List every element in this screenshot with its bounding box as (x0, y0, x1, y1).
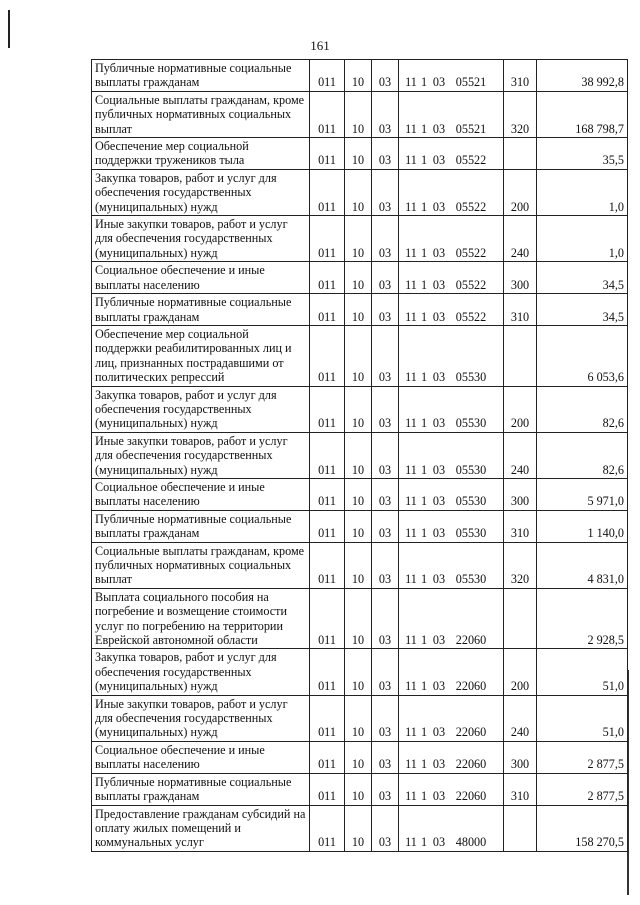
program-code: 11 (405, 199, 417, 214)
direction-code: 05530 (455, 494, 487, 509)
ministry-code-cell: 011 (310, 773, 345, 805)
section-code-cell: 10 (345, 805, 372, 851)
expense-type-cell: 310 (504, 510, 537, 542)
target-article-cell (399, 510, 504, 542)
basic-event-code: 03 (432, 75, 446, 90)
table-row (92, 169, 628, 215)
basic-event-code: 03 (432, 309, 446, 324)
basic-event-code: 03 (432, 835, 446, 850)
ministry-code-cell: 011 (310, 262, 345, 294)
expense-name-cell: Обеспечение мер социальной поддержки тружеников тыла (92, 138, 310, 170)
subsection-code-cell: 03 (372, 169, 399, 215)
expense-type-cell: 300 (504, 741, 537, 773)
ministry-code-cell: 011 (310, 325, 345, 386)
ministry-code-cell: 011 (310, 138, 345, 170)
expense-name-cell: Социальное обеспечение и иные выплаты населению (92, 741, 310, 773)
expense-type-cell: 240 (504, 695, 537, 741)
amount-cell: 6 053,6 (537, 325, 628, 386)
table-row (92, 294, 628, 326)
subsection-code-cell: 03 (372, 542, 399, 588)
subsection-code-cell: 03 (372, 510, 399, 542)
expense-name-cell: Иные закупки товаров, работ и услуг для обеспечения государственных (муниципальных) нужд (92, 216, 310, 262)
amount-cell: 158 270,5 (537, 805, 628, 851)
table-row (92, 741, 628, 773)
ministry-code-cell: 011 (310, 478, 345, 510)
expense-type-cell: 310 (504, 294, 537, 326)
basic-event-code: 03 (432, 757, 446, 772)
program-code: 11 (405, 494, 417, 509)
target-article-cell (399, 325, 504, 386)
expense-type-cell: 200 (504, 649, 537, 695)
table-row (92, 325, 628, 386)
section-code-cell: 10 (345, 588, 372, 649)
direction-code: 22060 (455, 725, 487, 740)
basic-event-code: 03 (432, 277, 446, 292)
expense-name-cell: Публичные нормативные социальные выплаты гражданам (92, 60, 310, 92)
expense-type-cell: 200 (504, 386, 537, 432)
amount-cell: 1 140,0 (537, 510, 628, 542)
subsection-code-cell: 03 (372, 294, 399, 326)
expense-type-cell: 310 (504, 60, 537, 92)
direction-code: 05522 (455, 245, 487, 260)
direction-code: 05521 (455, 121, 487, 136)
subsection-code-cell: 03 (372, 588, 399, 649)
table-row (92, 510, 628, 542)
expense-name-cell: Социальные выплаты гражданам, кроме публичных нормативных социальных выплат (92, 542, 310, 588)
program-code: 11 (405, 245, 417, 260)
subsection-code-cell: 03 (372, 216, 399, 262)
basic-event-code: 03 (432, 153, 446, 168)
amount-cell: 51,0 (537, 695, 628, 741)
program-code: 11 (405, 277, 417, 292)
program-code: 11 (405, 835, 417, 850)
program-code: 11 (405, 370, 417, 385)
basic-event-code: 03 (432, 679, 446, 694)
target-article-cell (399, 138, 504, 170)
subprogram-code: 1 (420, 679, 428, 694)
basic-event-code: 03 (432, 121, 446, 136)
basic-event-code: 03 (432, 416, 446, 431)
target-article-cell (399, 432, 504, 478)
direction-code: 05522 (455, 309, 487, 324)
amount-cell: 51,0 (537, 649, 628, 695)
basic-event-code: 03 (432, 526, 446, 541)
section-code-cell: 10 (345, 138, 372, 170)
subprogram-code: 1 (420, 757, 428, 772)
table-row (92, 588, 628, 649)
target-article-cell (399, 805, 504, 851)
ministry-code-cell: 011 (310, 386, 345, 432)
basic-event-code: 03 (432, 725, 446, 740)
table-row (92, 60, 628, 92)
table-row (92, 138, 628, 170)
subsection-code-cell: 03 (372, 741, 399, 773)
section-code-cell: 10 (345, 741, 372, 773)
section-code-cell: 10 (345, 510, 372, 542)
program-code: 11 (405, 416, 417, 431)
section-code-cell: 10 (345, 542, 372, 588)
program-code: 11 (405, 526, 417, 541)
program-code: 11 (405, 789, 417, 804)
section-code-cell: 10 (345, 432, 372, 478)
program-code: 11 (405, 121, 417, 136)
table-row (92, 386, 628, 432)
amount-cell: 34,5 (537, 294, 628, 326)
basic-event-code: 03 (432, 572, 446, 587)
program-code: 11 (405, 757, 417, 772)
subsection-code-cell: 03 (372, 386, 399, 432)
amount-cell: 5 971,0 (537, 478, 628, 510)
target-article-cell (399, 60, 504, 92)
table-row (92, 542, 628, 588)
target-article-cell (399, 478, 504, 510)
subsection-code-cell: 03 (372, 91, 399, 137)
section-code-cell: 10 (345, 773, 372, 805)
ministry-code-cell: 011 (310, 60, 345, 92)
subprogram-code: 1 (420, 199, 428, 214)
direction-code: 05530 (455, 416, 487, 431)
expense-name-cell: Закупка товаров, работ и услуг для обеспечения государственных (муниципальных) нужд (92, 169, 310, 215)
subprogram-code: 1 (420, 526, 428, 541)
expense-name-cell: Социальное обеспечение и иные выплаты населению (92, 478, 310, 510)
ministry-code-cell: 011 (310, 216, 345, 262)
amount-cell: 4 831,0 (537, 542, 628, 588)
program-code: 11 (405, 75, 417, 90)
amount-cell: 34,5 (537, 262, 628, 294)
table-row (92, 478, 628, 510)
target-article-cell (399, 169, 504, 215)
table-row (92, 695, 628, 741)
table-row (92, 432, 628, 478)
amount-cell: 38 992,8 (537, 60, 628, 92)
subsection-code-cell: 03 (372, 695, 399, 741)
section-code-cell: 10 (345, 91, 372, 137)
expense-name-cell: Социальные выплаты гражданам, кроме публичных нормативных социальных выплат (92, 91, 310, 137)
table-row (92, 91, 628, 137)
ministry-code-cell: 011 (310, 649, 345, 695)
section-code-cell: 10 (345, 262, 372, 294)
section-code-cell: 10 (345, 386, 372, 432)
direction-code: 22060 (455, 679, 487, 694)
expense-type-cell: 310 (504, 773, 537, 805)
target-article-cell (399, 294, 504, 326)
program-code: 11 (405, 462, 417, 477)
direction-code: 05522 (455, 153, 487, 168)
basic-event-code: 03 (432, 462, 446, 477)
subprogram-code: 1 (420, 75, 428, 90)
expense-name-cell: Публичные нормативные социальные выплаты гражданам (92, 510, 310, 542)
expense-type-cell (504, 138, 537, 170)
basic-event-code: 03 (432, 245, 446, 260)
subsection-code-cell: 03 (372, 325, 399, 386)
target-article-cell (399, 216, 504, 262)
section-code-cell: 10 (345, 478, 372, 510)
expense-type-cell: 240 (504, 216, 537, 262)
budget-table-body (92, 60, 628, 852)
direction-code: 05530 (455, 462, 487, 477)
page-number: 161 (310, 38, 330, 53)
ministry-code-cell: 011 (310, 294, 345, 326)
direction-code: 05522 (455, 277, 487, 292)
subsection-code-cell: 03 (372, 478, 399, 510)
target-article-cell (399, 542, 504, 588)
amount-cell: 35,5 (537, 138, 628, 170)
target-article-cell (399, 649, 504, 695)
subprogram-code: 1 (420, 835, 428, 850)
direction-code: 22060 (455, 633, 487, 648)
basic-event-code: 03 (432, 370, 446, 385)
ministry-code-cell: 011 (310, 741, 345, 773)
program-code: 11 (405, 309, 417, 324)
program-code: 11 (405, 633, 417, 648)
subprogram-code: 1 (420, 277, 428, 292)
basic-event-code: 03 (432, 789, 446, 804)
table-row (92, 649, 628, 695)
program-code: 11 (405, 572, 417, 587)
subprogram-code: 1 (420, 309, 428, 324)
table-row (92, 216, 628, 262)
target-article-cell (399, 741, 504, 773)
expense-type-cell: 300 (504, 262, 537, 294)
program-code: 11 (405, 153, 417, 168)
expense-name-cell: Закупка товаров, работ и услуг для обеспечения государственных (муниципальных) нужд (92, 649, 310, 695)
subprogram-code: 1 (420, 789, 428, 804)
expense-name-cell: Иные закупки товаров, работ и услуг для обеспечения государственных (муниципальных) нужд (92, 695, 310, 741)
subprogram-code: 1 (420, 572, 428, 587)
subprogram-code: 1 (420, 153, 428, 168)
expense-type-cell (504, 805, 537, 851)
subsection-code-cell: 03 (372, 60, 399, 92)
subprogram-code: 1 (420, 245, 428, 260)
direction-code: 22060 (455, 757, 487, 772)
amount-cell: 2 928,5 (537, 588, 628, 649)
ministry-code-cell: 011 (310, 542, 345, 588)
direction-code: 22060 (455, 789, 487, 804)
expense-name-cell: Публичные нормативные социальные выплаты гражданам (92, 294, 310, 326)
amount-cell: 2 877,5 (537, 773, 628, 805)
ministry-code-cell: 011 (310, 91, 345, 137)
expense-name-cell: Предоставление гражданам субсидий на оплату жилых помещений и коммунальных услуг (92, 805, 310, 851)
subprogram-code: 1 (420, 725, 428, 740)
direction-code: 48000 (455, 835, 487, 850)
subsection-code-cell: 03 (372, 649, 399, 695)
program-code: 11 (405, 679, 417, 694)
ministry-code-cell: 011 (310, 805, 345, 851)
expense-name-cell: Обеспечение мер социальной поддержки реабилитированных лиц и лиц, признанных пострадавшими от политических репрессий (92, 325, 310, 386)
expense-name-cell: Иные закупки товаров, работ и услуг для обеспечения государственных (муниципальных) нужд (92, 432, 310, 478)
subsection-code-cell: 03 (372, 432, 399, 478)
expense-type-cell: 240 (504, 432, 537, 478)
subprogram-code: 1 (420, 416, 428, 431)
target-article-cell (399, 386, 504, 432)
section-code-cell: 10 (345, 216, 372, 262)
section-code-cell: 10 (345, 649, 372, 695)
direction-code: 05530 (455, 572, 487, 587)
expense-name-cell: Социальное обеспечение и иные выплаты населению (92, 262, 310, 294)
expense-type-cell: 300 (504, 478, 537, 510)
section-code-cell: 10 (345, 169, 372, 215)
ministry-code-cell: 011 (310, 588, 345, 649)
ministry-code-cell: 011 (310, 432, 345, 478)
subprogram-code: 1 (420, 121, 428, 136)
direction-code: 05522 (455, 199, 487, 214)
budget-table (91, 59, 628, 852)
ministry-code-cell: 011 (310, 510, 345, 542)
target-article-cell (399, 773, 504, 805)
table-row (92, 262, 628, 294)
subprogram-code: 1 (420, 633, 428, 648)
amount-cell: 1,0 (537, 216, 628, 262)
amount-cell: 82,6 (537, 432, 628, 478)
target-article-cell (399, 262, 504, 294)
target-article-cell (399, 695, 504, 741)
subsection-code-cell: 03 (372, 138, 399, 170)
amount-cell: 82,6 (537, 386, 628, 432)
target-article-cell (399, 91, 504, 137)
basic-event-code: 03 (432, 494, 446, 509)
expense-type-cell: 320 (504, 542, 537, 588)
basic-event-code: 03 (432, 199, 446, 214)
section-code-cell: 10 (345, 294, 372, 326)
section-code-cell: 10 (345, 60, 372, 92)
subsection-code-cell: 03 (372, 773, 399, 805)
expense-name-cell: Закупка товаров, работ и услуг для обеспечения государственных (муниципальных) нужд (92, 386, 310, 432)
amount-cell: 2 877,5 (537, 741, 628, 773)
direction-code: 05521 (455, 75, 487, 90)
subsection-code-cell: 03 (372, 262, 399, 294)
ministry-code-cell: 011 (310, 695, 345, 741)
amount-cell: 1,0 (537, 169, 628, 215)
subprogram-code: 1 (420, 462, 428, 477)
ministry-code-cell: 011 (310, 169, 345, 215)
expense-type-cell (504, 325, 537, 386)
table-row (92, 805, 628, 851)
direction-code: 05530 (455, 526, 487, 541)
section-code-cell: 10 (345, 325, 372, 386)
subprogram-code: 1 (420, 370, 428, 385)
table-row (92, 773, 628, 805)
target-article-cell (399, 588, 504, 649)
basic-event-code: 03 (432, 633, 446, 648)
subprogram-code: 1 (420, 494, 428, 509)
expense-name-cell: Выплата социального пособия на погребение и возмещение стоимости услуг по погребению на территории Еврейской автономной области (92, 588, 310, 649)
expense-type-cell (504, 588, 537, 649)
section-code-cell: 10 (345, 695, 372, 741)
expense-name-cell: Публичные нормативные социальные выплаты гражданам (92, 773, 310, 805)
subsection-code-cell: 03 (372, 805, 399, 851)
expense-type-cell: 320 (504, 91, 537, 137)
amount-cell: 168 798,7 (537, 91, 628, 137)
direction-code: 05530 (455, 370, 487, 385)
program-code: 11 (405, 725, 417, 740)
expense-type-cell: 200 (504, 169, 537, 215)
